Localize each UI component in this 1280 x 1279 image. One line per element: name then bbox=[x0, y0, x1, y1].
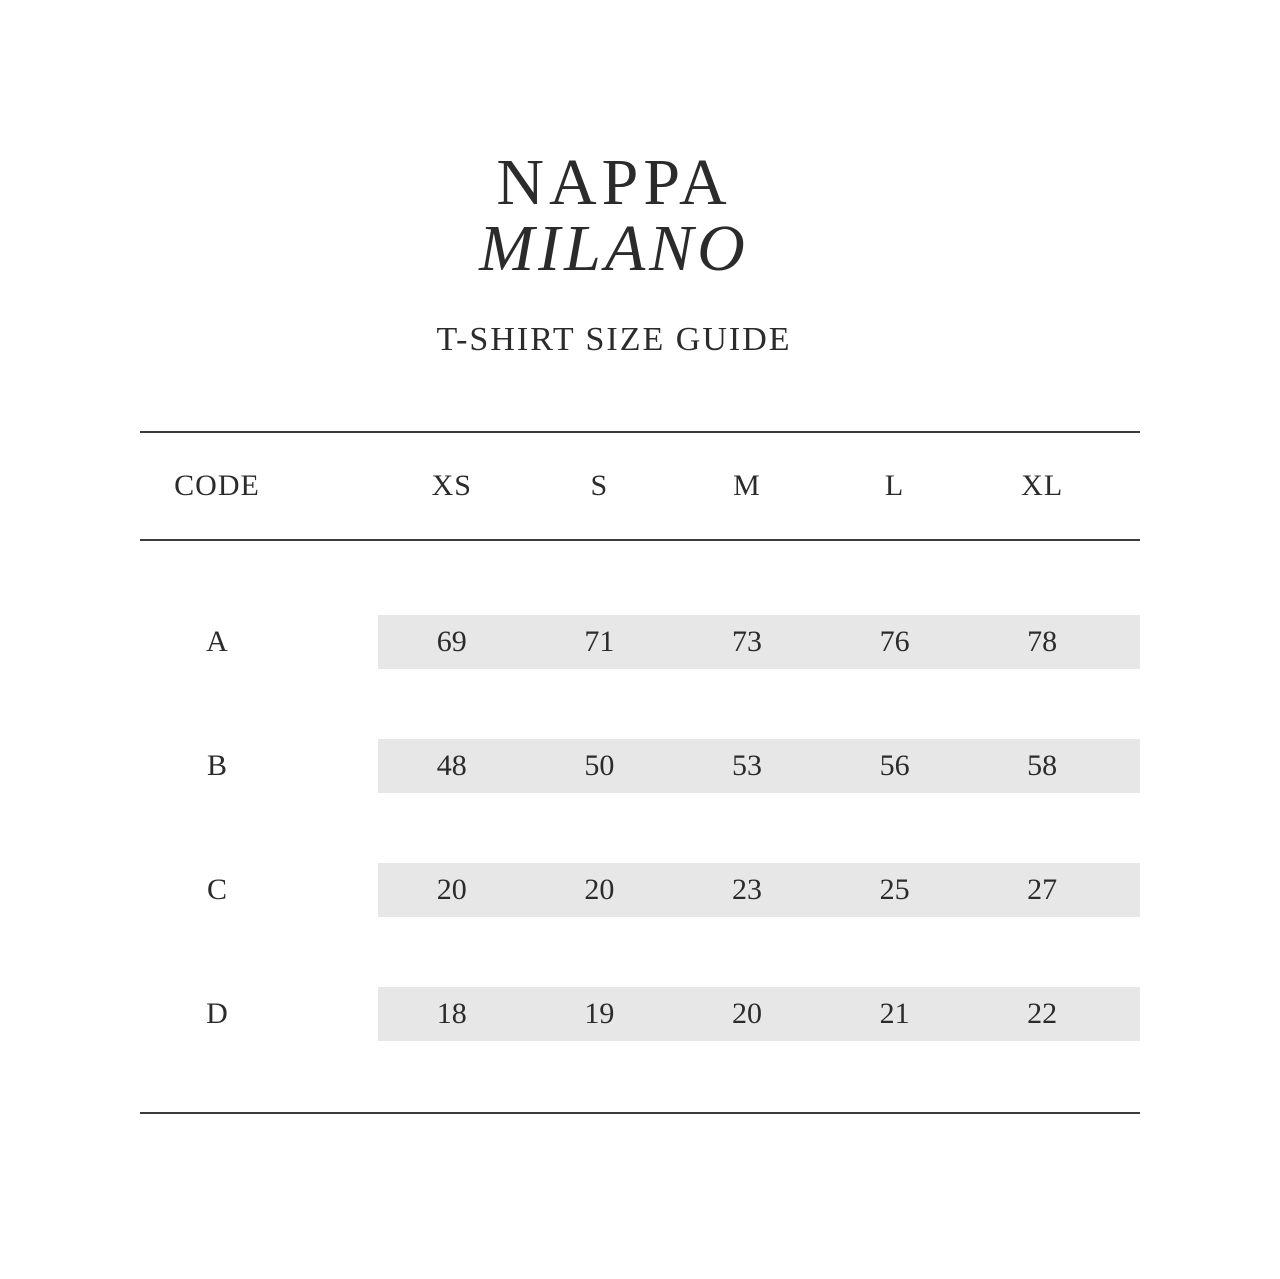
size-value-cell: 21 bbox=[879, 997, 910, 1030]
table-body bbox=[140, 541, 1140, 1041]
row-code-label: A bbox=[206, 625, 228, 658]
size-value-cell: 50 bbox=[584, 749, 615, 782]
size-value-cell: 22 bbox=[1027, 997, 1058, 1030]
page-title: T-SHIRT SIZE GUIDE bbox=[436, 321, 792, 358]
table-row-b bbox=[140, 739, 1140, 793]
size-value-cell: 76 bbox=[879, 625, 910, 658]
size-value-cell: 53 bbox=[731, 749, 762, 782]
table-row-d bbox=[140, 987, 1140, 1041]
column-header-s: S bbox=[590, 469, 609, 502]
row-values-band bbox=[378, 987, 1140, 1041]
size-value-cell: 58 bbox=[1027, 749, 1058, 782]
size-value-cell: 71 bbox=[584, 625, 615, 658]
size-value-cell: 56 bbox=[879, 749, 910, 782]
row-code-label: B bbox=[206, 749, 227, 782]
brand-name-line2: MILANO bbox=[479, 212, 749, 285]
brand-name-line1: NAPPA bbox=[496, 146, 732, 219]
row-code-label: D bbox=[206, 997, 228, 1030]
size-value-cell: 18 bbox=[436, 997, 467, 1030]
size-header-cells bbox=[378, 433, 1140, 539]
table-row-a bbox=[140, 615, 1140, 669]
heading-block bbox=[0, 146, 1228, 360]
size-value-cell: 48 bbox=[436, 749, 467, 782]
size-value-cell: 73 bbox=[731, 625, 762, 658]
size-value-cell: 25 bbox=[879, 873, 910, 906]
row-code-label: C bbox=[206, 873, 227, 906]
size-value-cell: 78 bbox=[1027, 625, 1058, 658]
column-header-m: M bbox=[733, 469, 761, 502]
size-value-cell: 27 bbox=[1027, 873, 1058, 906]
size-value-cell: 20 bbox=[731, 997, 762, 1030]
size-value-cell: 20 bbox=[436, 873, 467, 906]
table-header-row bbox=[140, 431, 1140, 541]
table-bottom-rule bbox=[140, 1112, 1140, 1114]
row-values-band bbox=[378, 739, 1140, 793]
size-value-cell: 19 bbox=[584, 997, 615, 1030]
table-row-c bbox=[140, 863, 1140, 917]
column-header-code: CODE bbox=[174, 469, 260, 502]
size-table bbox=[140, 431, 1140, 1114]
row-values-band bbox=[378, 615, 1140, 669]
size-value-cell: 69 bbox=[436, 625, 467, 658]
column-header-xl: XL bbox=[1021, 469, 1064, 502]
column-header-l: L bbox=[884, 469, 905, 502]
row-values-band bbox=[378, 863, 1140, 917]
size-value-cell: 23 bbox=[731, 873, 762, 906]
size-value-cell: 20 bbox=[584, 873, 615, 906]
column-header-xs: XS bbox=[431, 469, 472, 502]
